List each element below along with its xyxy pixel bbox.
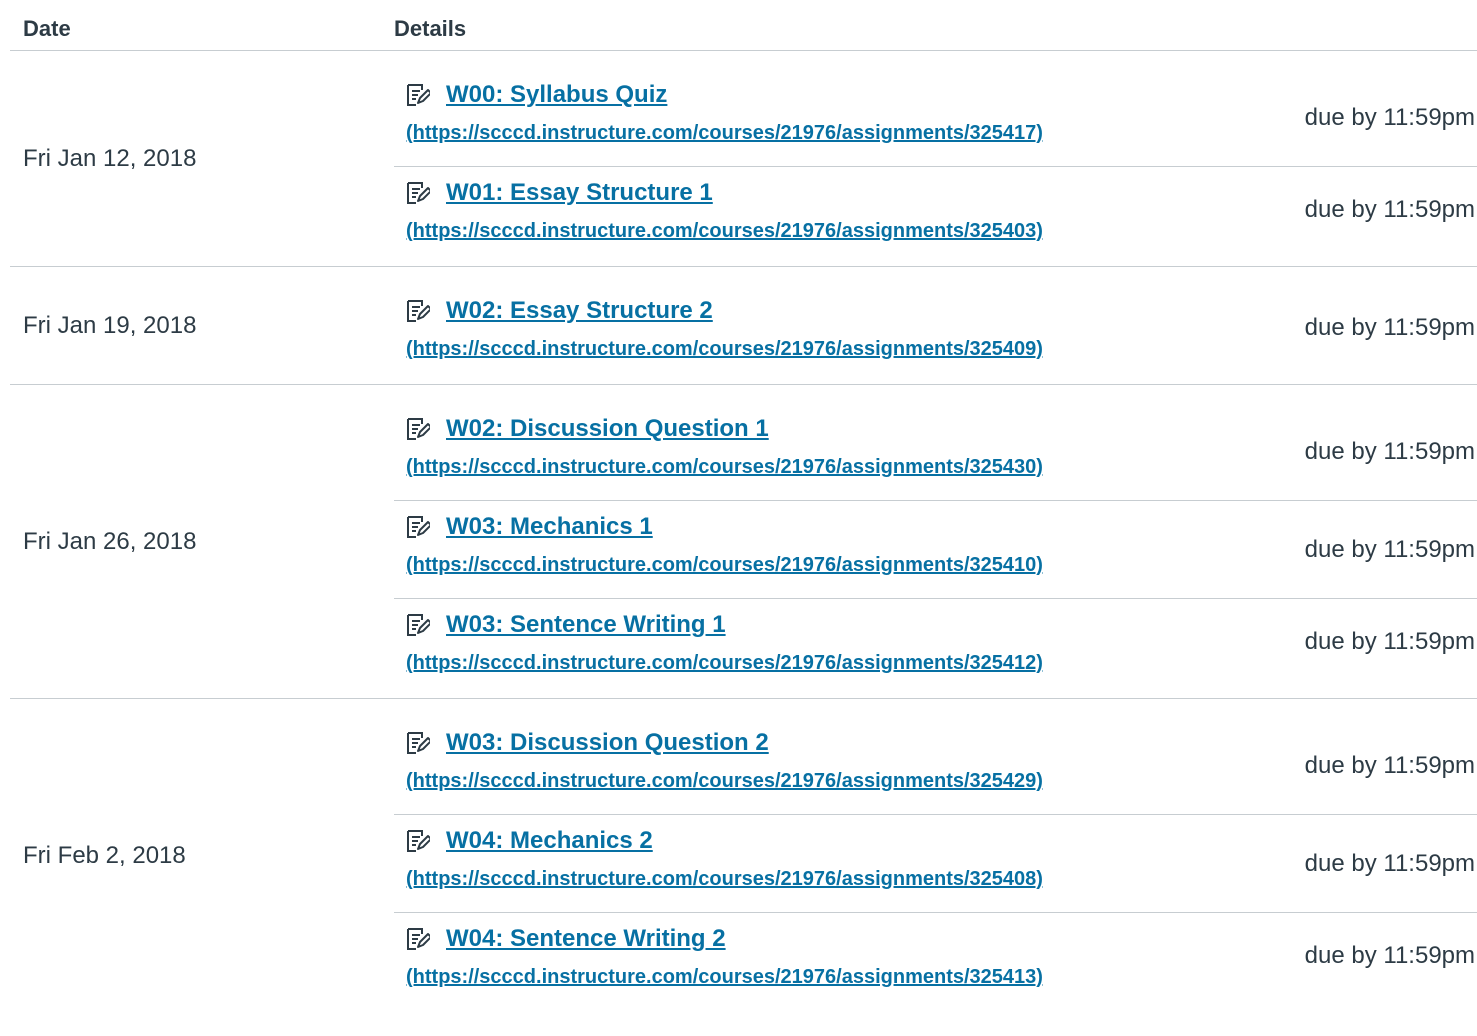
- due-time: due by 11:59pm: [1304, 942, 1475, 969]
- group-date: Fri Feb 2, 2018: [23, 841, 186, 869]
- assignment-title-link[interactable]: W01: Essay Structure 1: [446, 179, 713, 206]
- assignment-icon: [406, 515, 430, 539]
- assignment-title-link[interactable]: W04: Sentence Writing 2: [446, 925, 726, 952]
- assignment-row: [394, 717, 1477, 815]
- details-column-header: Details: [394, 16, 467, 41]
- assignment-row: [394, 403, 1477, 501]
- date-group: [10, 267, 1477, 385]
- due-time: due by 11:59pm: [1304, 849, 1475, 877]
- group-date: Fri Jan 19, 2018: [23, 311, 197, 339]
- assignment-row: [394, 501, 1477, 599]
- due-time: due by 11:59pm: [1304, 751, 1475, 779]
- due-time: due by 11:59pm: [1304, 437, 1475, 465]
- assignment-title-link[interactable]: W00: Syllabus Quiz: [446, 81, 668, 108]
- assignment-url-link[interactable]: (https://scccd.instructure.com/courses/21976/assignments/325408): [406, 868, 1043, 890]
- group-date: Fri Jan 12, 2018: [23, 144, 197, 172]
- assignment-row: [394, 815, 1477, 913]
- assignment-icon: [406, 731, 430, 755]
- due-time: due by 11:59pm: [1304, 196, 1475, 223]
- assignment-title-link[interactable]: W03: Sentence Writing 1: [446, 611, 726, 638]
- table-header: [10, 0, 1477, 51]
- assignment-url-link[interactable]: (https://scccd.instructure.com/courses/21976/assignments/325413): [406, 966, 1043, 988]
- group-date: Fri Jan 26, 2018: [23, 527, 197, 555]
- date-group: [10, 385, 1477, 699]
- assignment-icon: [406, 613, 430, 637]
- date-group: [10, 699, 1477, 1012]
- due-time: due by 11:59pm: [1304, 103, 1475, 131]
- due-time: due by 11:59pm: [1304, 535, 1475, 563]
- due-time: due by 11:59pm: [1304, 628, 1475, 655]
- assignment-title-link[interactable]: W04: Mechanics 2: [446, 827, 653, 854]
- due-time: due by 11:59pm: [1304, 314, 1475, 341]
- assignment-icon: [406, 181, 430, 205]
- date-column-header: Date: [23, 16, 71, 41]
- assignment-url-link[interactable]: (https://scccd.instructure.com/courses/21976/assignments/325403): [406, 220, 1043, 242]
- assignment-icon: [406, 927, 430, 951]
- assignment-row: [394, 69, 1477, 167]
- assignment-row: [394, 167, 1477, 253]
- assignment-url-link[interactable]: (https://scccd.instructure.com/courses/21976/assignments/325409): [406, 338, 1043, 360]
- assignment-url-link[interactable]: (https://scccd.instructure.com/courses/21976/assignments/325410): [406, 554, 1043, 576]
- assignment-title-link[interactable]: W02: Essay Structure 2: [446, 297, 713, 324]
- assignment-row: [394, 913, 1477, 999]
- assignment-url-link[interactable]: (https://scccd.instructure.com/courses/21976/assignments/325430): [406, 456, 1043, 478]
- assignment-row: [394, 599, 1477, 685]
- assignment-url-link[interactable]: (https://scccd.instructure.com/courses/21976/assignments/325429): [406, 770, 1043, 792]
- assignment-icon: [406, 83, 430, 107]
- assignment-icon: [406, 417, 430, 441]
- assignment-row: [394, 285, 1477, 371]
- assignment-icon: [406, 299, 430, 323]
- assignment-title-link[interactable]: W03: Discussion Question 2: [446, 729, 769, 756]
- assignment-title-link[interactable]: W02: Discussion Question 1: [446, 415, 769, 442]
- assignment-url-link[interactable]: (https://scccd.instructure.com/courses/21976/assignments/325417): [406, 122, 1043, 144]
- assignment-title-link[interactable]: W03: Mechanics 1: [446, 513, 653, 540]
- assignment-icon: [406, 829, 430, 853]
- syllabus-schedule-table: [10, 0, 1477, 1012]
- assignment-url-link[interactable]: (https://scccd.instructure.com/courses/21976/assignments/325412): [406, 652, 1043, 674]
- date-group: [10, 51, 1477, 267]
